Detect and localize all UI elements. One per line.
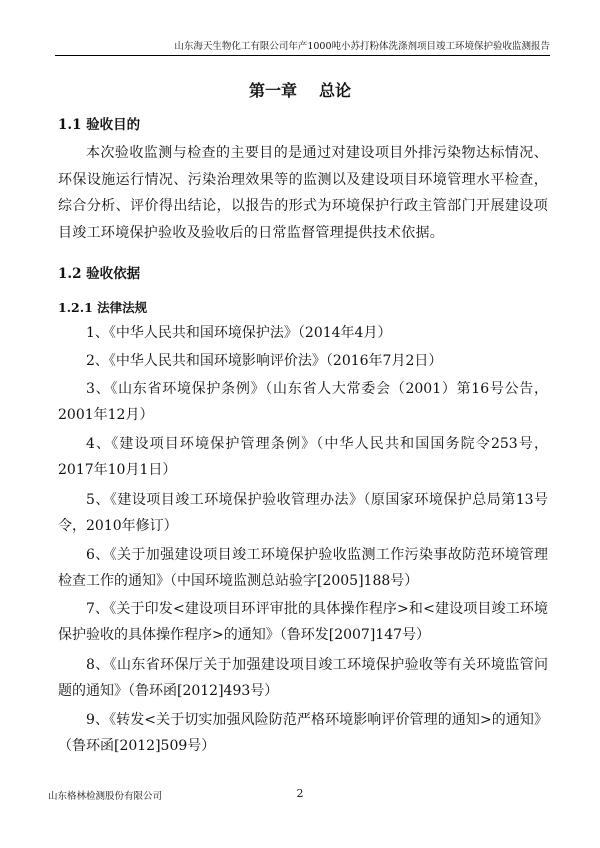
chapter-title xyxy=(0,78,600,101)
footer-company: 山东格林检测股份有限公司 xyxy=(48,791,163,802)
section-heading-1-1: 1.1 验收目的 xyxy=(58,117,141,133)
running-header: 山东海天生物化工有限公司年产1000吨小苏打粉体洗涤剂项目竣工环境保护验收监测报告 xyxy=(55,38,550,56)
section-heading-1-2-1: 1.2.1 法律法规 xyxy=(58,300,148,315)
list-item: 6、《关于加强建设项目竣工环境保护验收监测工作污染事故防范环境管理检查工作的通知》（中国环境监测总站验字[2005]188号） xyxy=(58,547,548,589)
paragraph-purpose: 本次验收监测与检查的主要目的是通过对建设项目外排污染物达标情况、环保设施运行情况、污染治理效果等的监测以及建设项目环境管理水平检查，综合分析、评价得出结论，以报告的形式为环境保护行政主管部门开展建设项目竣工环境保护验收及验收后的日常监督管理提供技术依据。 xyxy=(58,145,548,241)
list-item: 2、《中华人民共和国环境影响评价法》（2016年7月2日） xyxy=(86,353,443,369)
section-heading-1-2: 1.2 验收依据 xyxy=(58,266,141,282)
list-item: 1、《中华人民共和国环境保护法》（2014年4月） xyxy=(86,325,392,341)
list-item: 7、《关于印发<建设项目环评审批的具体操作程序>和<建设项目竣工环境保护验收的具体操作程序>的通知》（鲁环发[2007]147号） xyxy=(58,601,548,643)
page-number: 2 xyxy=(296,787,304,800)
list-item: 5、《建设项目竣工环境保护验收管理办法》（原国家环境保护总局第13号令，2010年修订） xyxy=(58,492,548,534)
list-item: 9、《转发<关于切实加强风险防范严格环境影响评价管理的通知>的通知》（鲁环函[2012]509号） xyxy=(58,712,548,754)
list-item: 3、《山东省环境保护条例》（山东省人大常委会（2001）第16号公告，2001年12月） xyxy=(58,381,548,423)
chapter-name: 总论 xyxy=(319,81,352,100)
list-item: 8、《山东省环保厅关于加强建设项目竣工环境保护验收等有关环境监管问题的通知》（鲁环函[2012]493号） xyxy=(58,657,548,699)
chapter-number: 第一章 xyxy=(248,81,297,100)
list-item: 4、《建设项目环境保护管理条例》（中华人民共和国国务院令253号，2017年10月1日） xyxy=(58,436,548,478)
